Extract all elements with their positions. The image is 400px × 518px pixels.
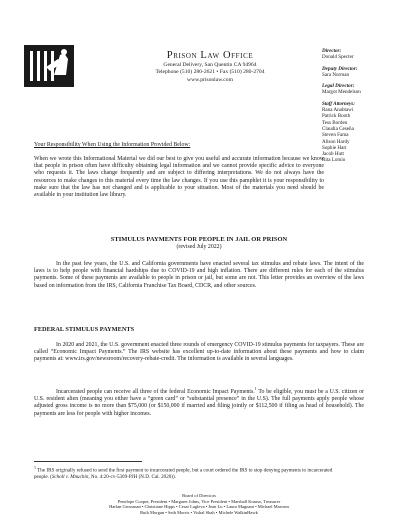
deputy-title: Deputy Director: bbox=[322, 65, 358, 72]
director-title: Director: bbox=[322, 48, 342, 54]
document-title-block bbox=[34, 236, 364, 251]
staff-sidebar bbox=[322, 48, 392, 164]
org-phone: Telephone (510) 280-2621 • Fax (510) 280-2704 bbox=[155, 69, 265, 76]
footnote-ref[interactable]: 1 bbox=[254, 386, 257, 391]
intro-paragraph: In the past few years, the U.S. and California governments have enacted several tax stimulus and rebate laws. The intent of the laws is to help people with financial hardships due to COVID-19 and high inflation. There are different rules for each of the stimulus payments. Some of these payments are available to people in prison or jail, but some are not. This letter provides an overview of the laws based on information from the IRS, California Franchise Tax Board, CDCR, and other sources. bbox=[34, 261, 364, 289]
board-line: Penelope Cooper, President • Margaret Johns, Vice President • Marshall Krause, Treasurer bbox=[117, 498, 281, 504]
legal-title: Legal Director: bbox=[322, 83, 355, 90]
staff-name: Rana Anabtawi bbox=[322, 107, 354, 114]
staff-name: Rita Lomio bbox=[322, 157, 346, 164]
footnote-divider bbox=[34, 461, 142, 462]
prison-law-office-logo-icon bbox=[24, 45, 74, 87]
staff-name: Tess Borden bbox=[322, 119, 348, 126]
staff-title: Staff Attorneys: bbox=[322, 100, 355, 107]
federal-paragraph: In 2020 and 2021, the U.S. government enacted three rounds of emergency COVID-19 stimulus payments for taxpayers. These are called “Economic Impact Payments.” The IRS website has excellent up-to-date information about these payments and how to claim payments at: www.irs.gov/newsroom/recovery-rebate-credit. The information is available in several languages. bbox=[34, 342, 364, 363]
staff-name: Alison Hardy bbox=[322, 138, 350, 145]
staff-name: Sophie Hart bbox=[322, 144, 347, 151]
staff-name: Jacob Hutt bbox=[322, 151, 344, 158]
footnote-case-name: Scholl v. Mnuchin bbox=[51, 473, 89, 480]
board-title: Board of Directors bbox=[182, 493, 216, 498]
org-website[interactable]: www.prisonlaw.com bbox=[187, 76, 233, 83]
document-title: STIMULUS PAYMENTS FOR PEOPLE IN JAIL OR PRISON bbox=[110, 236, 288, 243]
org-address: General Delivery, San Quentin CA 94964 bbox=[163, 62, 257, 68]
footnote-text-b: , No. 4:20-cv-5309-PJH (N.D. Cal. 2020)). bbox=[88, 473, 176, 480]
responsibility-text: When we wrote this Informational Material we did our best to give you useful and accurate information because we know that people in prison often have difficulty obtaining legal information and we cannot provide specific advice to everyone who requests it. The laws change frequently and are subject to differing interpretations. We do not always have the resources to make changes to this material every time the law changes. If you use this pamphlet it is your responsibility to make sure that the law has not changed and is applicable to your situation. Most of the materials you need should be available in your institution law library. bbox=[34, 156, 324, 199]
board-line: Ruth Morgan • Seth Morris • Vishal Shah • Michele WalkinHawk bbox=[140, 510, 258, 516]
footnote-number: 1 bbox=[34, 465, 36, 470]
deputy-name: Sara Norman bbox=[322, 71, 350, 78]
eligibility-text-a: Incarcerated people can receive all three of the federal Economic Impact Payments. bbox=[56, 388, 255, 395]
section-heading: FEDERAL STIMULUS PAYMENTS bbox=[34, 326, 135, 333]
revision-date: (revised July 2022) bbox=[176, 244, 222, 250]
footnote bbox=[34, 465, 334, 480]
staff-name: Patrick Booth bbox=[322, 113, 351, 120]
eligibility-paragraph bbox=[34, 385, 364, 418]
footnote-text-a: The IRS originally refused to send the first payment to incarcerated people, but a court ordered the IRS to stop denying payments to incarcerated people. ( bbox=[34, 467, 333, 480]
staff-name: Steven Fama bbox=[322, 132, 349, 139]
board-line: Harlan Grossman • Christiane Hipps • Cesar Lagleva • Jean Lu • Laura Magnani • Michael Marcum bbox=[109, 504, 289, 510]
board-of-directors bbox=[34, 493, 364, 516]
org-name: Prison Law Office bbox=[166, 50, 254, 61]
legal-name: Margot Mendelson bbox=[322, 89, 361, 96]
director-name: Donald Specter bbox=[322, 54, 354, 61]
eligibility-text-b: To be eligible, you must be a U.S. citizen or U.S. resident alien (meaning you either have a “green card” or “substantial presence” in the U.S). The full payments apply people whose adjusted gross income is no more than $75,000 (or $150,000 if married and filing jointly or $112,500 if filing as head of household). The payments are less for people with higher incomes. bbox=[34, 388, 364, 417]
letterhead bbox=[120, 50, 300, 84]
staff-name: Claudia Ceseña bbox=[322, 125, 354, 132]
responsibility-heading: Your Responsibility When Using the Information Provided Below: bbox=[34, 142, 191, 148]
